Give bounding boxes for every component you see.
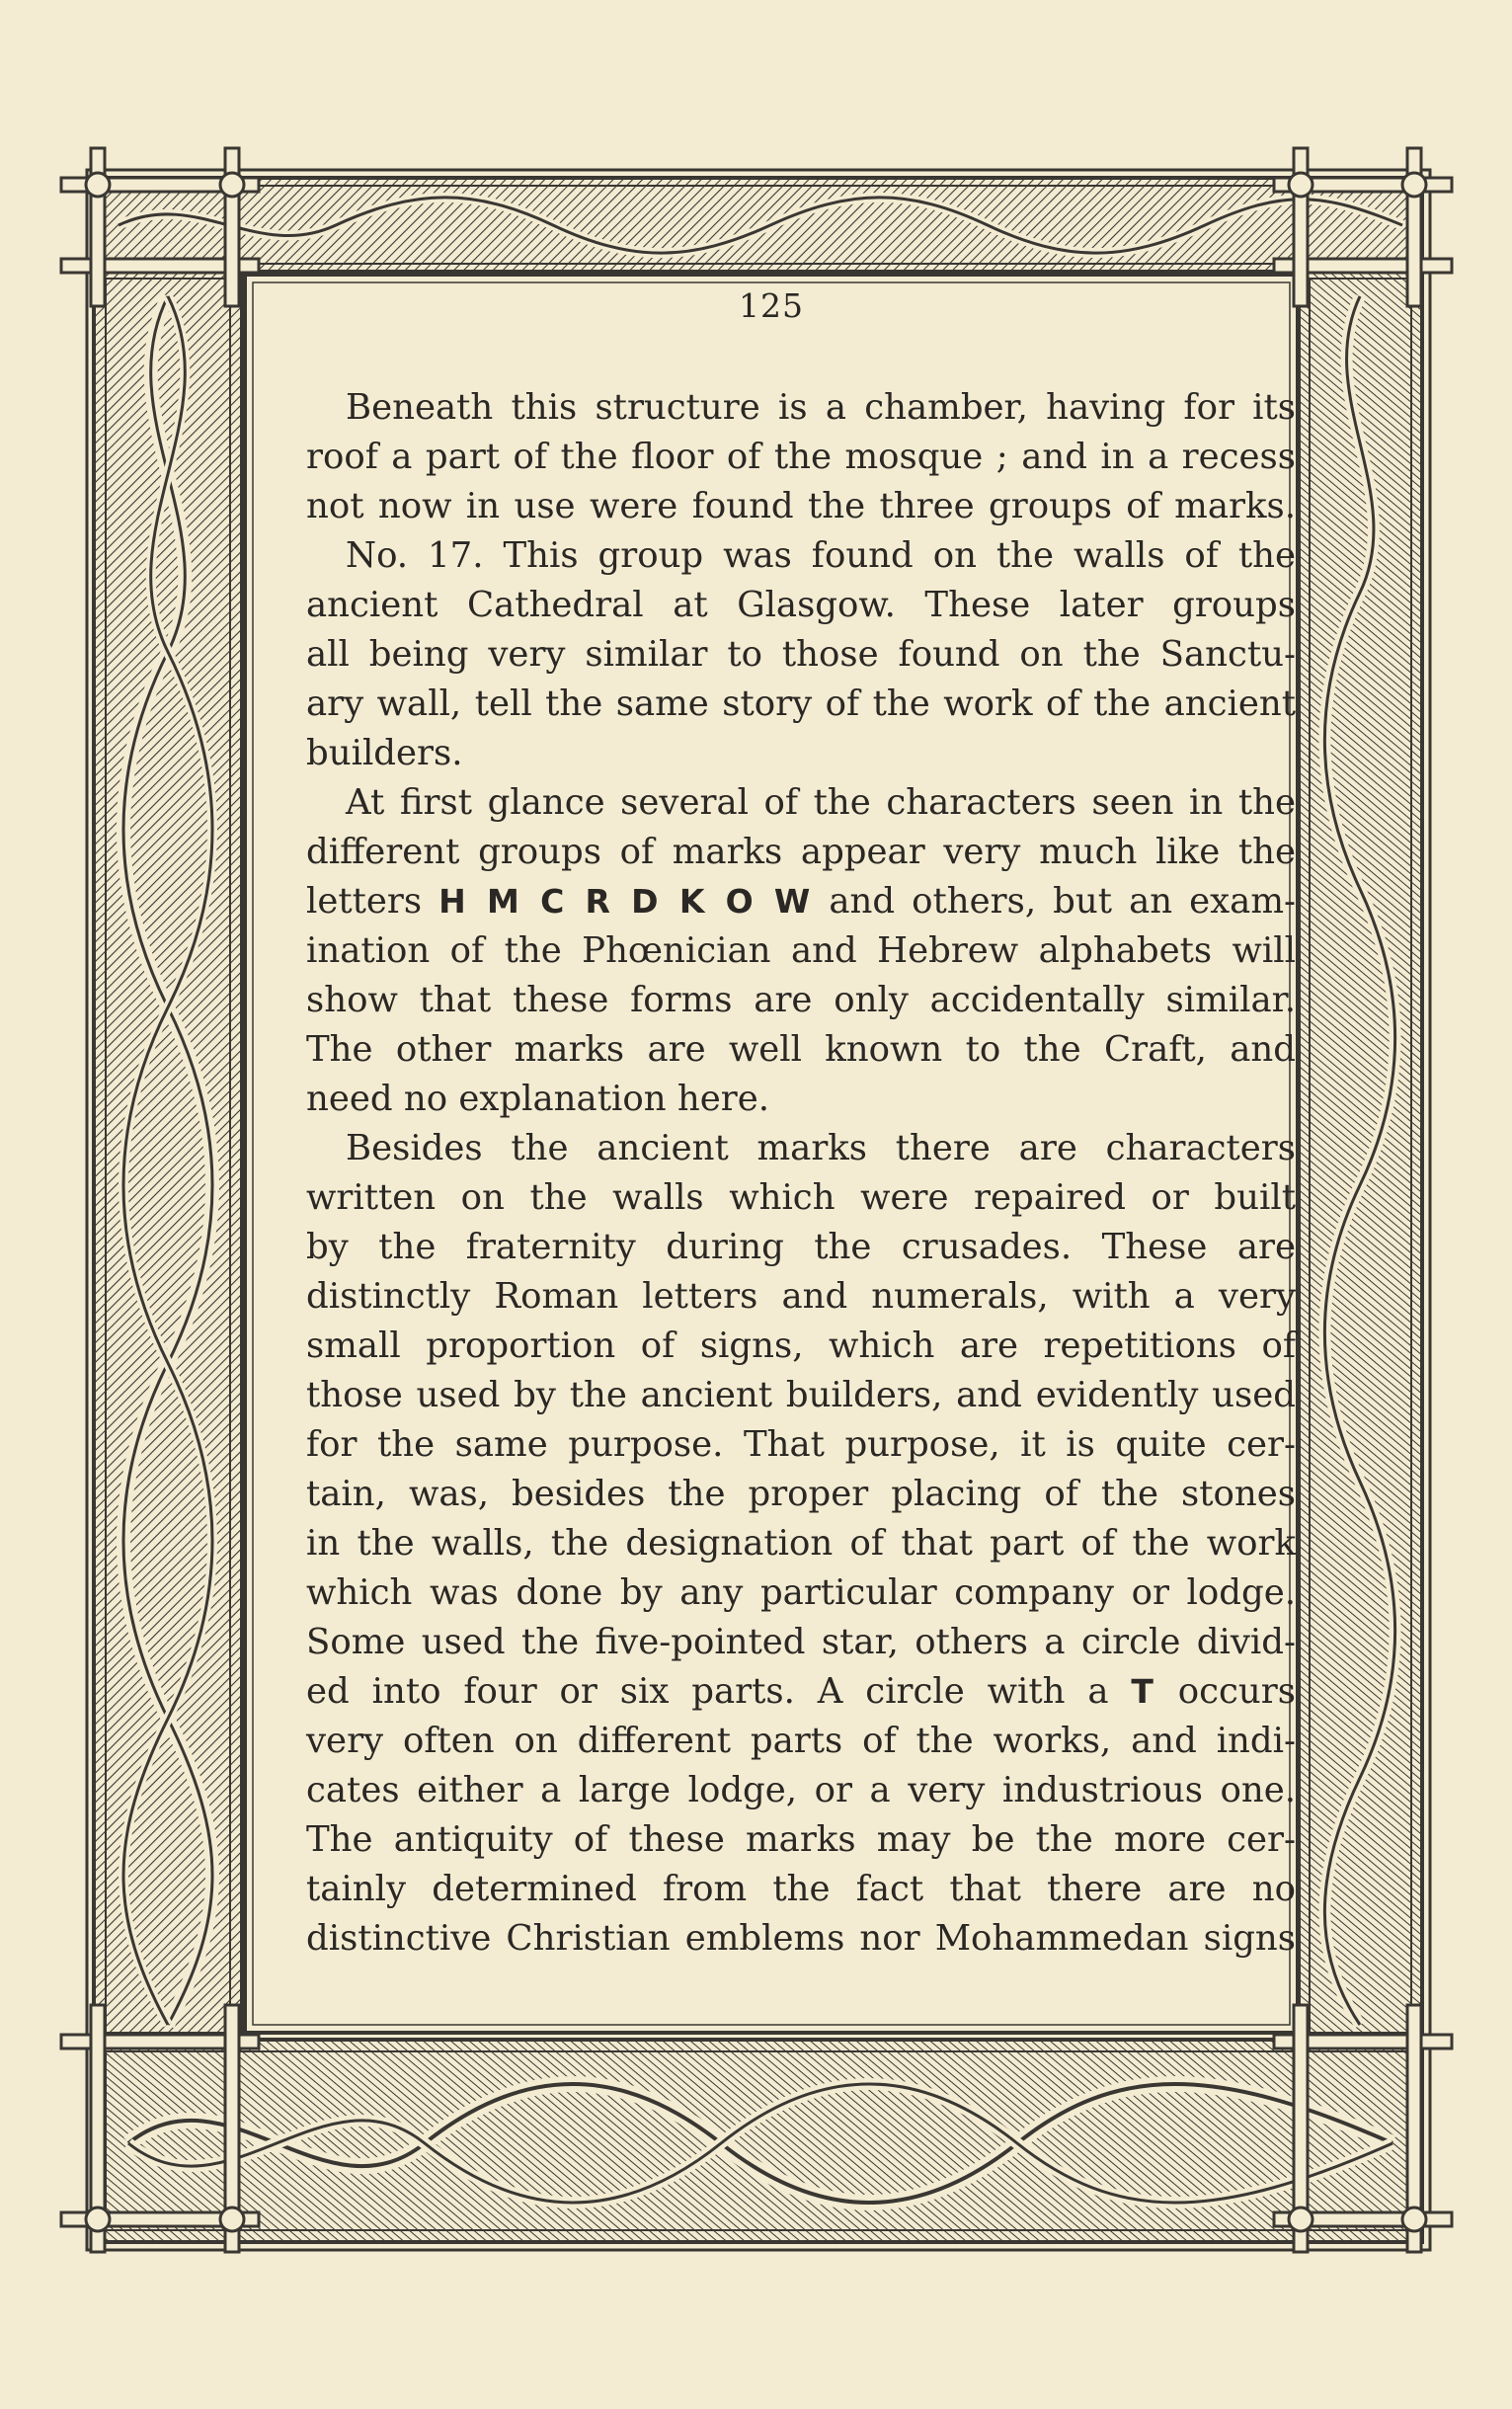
t-line-before: ed into four or six parts. A circle with a: [306, 1671, 1109, 1712]
right-border-column: [1299, 267, 1422, 2045]
text-line: different groups of marks appear very much like the: [306, 832, 1296, 872]
text-line: distinctly Roman letters and numerals, with a very: [306, 1276, 1296, 1317]
text-line: ancient Cathedral at Glasgow. These later groups: [306, 585, 1296, 625]
text-line: tain, was, besides the proper placing of the stones: [306, 1474, 1296, 1514]
left-border-column: [94, 267, 242, 2045]
text-line: At first glance several of the characters seen in the: [346, 782, 1296, 823]
text-line: show that these forms are only accidentally similar.: [306, 980, 1296, 1020]
text-line: which was done by any particular company or lodge.: [306, 1572, 1296, 1613]
text-line: in the walls, the designation of that part of the work: [306, 1523, 1296, 1564]
text-line: written on the walls which were repaired or built: [306, 1177, 1296, 1218]
text-line: tainly determined from the fact that there are no: [306, 1869, 1296, 1909]
text-line: small proportion of signs, which are repetitions of: [306, 1325, 1296, 1366]
text-line: The other marks are well known to the Craft, and: [306, 1029, 1296, 1070]
text-line: need no explanation here.: [306, 1079, 769, 1119]
bottom-border-band: [94, 2040, 1422, 2242]
text-line: The antiquity of these marks may be the more cer-: [306, 1819, 1296, 1860]
text-line: very often on different parts of the works, and indi-: [306, 1721, 1296, 1761]
text-line: for the same purpose. That purpose, it is quite cer-: [306, 1424, 1296, 1465]
text-line: roof a part of the floor of the mosque ; and in a recess: [306, 437, 1296, 477]
text-line: Some used the five-pointed star, others a circle divid-: [306, 1622, 1296, 1662]
letters-line-after: and others, but an exam-: [829, 881, 1296, 922]
letters-line: [306, 877, 1296, 926]
text-line: those used by the ancient builders, and evidently used: [306, 1375, 1296, 1415]
text-line: Beneath this structure is a chamber, having for its: [346, 387, 1296, 428]
text-line: cates either a large lodge, or a very industrious one.: [306, 1770, 1296, 1810]
page-number: 125: [739, 286, 804, 325]
text-line: No. 17. This group was found on the walls of the: [346, 535, 1296, 576]
text-line: ination of the Phœnician and Hebrew alphabets will: [306, 930, 1296, 971]
text-line: all being very similar to those found on the Sanctu-: [306, 634, 1296, 675]
text-line: distinctive Christian emblems nor Mohammedan signs: [306, 1918, 1296, 1959]
top-border-band: [94, 178, 1422, 272]
t-letter: T: [1131, 1672, 1155, 1711]
text-line: ary wall, tell the same story of the work of the ancient: [306, 683, 1296, 724]
text-line: by the fraternity during the crusades. These are: [306, 1227, 1296, 1267]
text-line: not now in use were found the three groups of marks.: [306, 486, 1296, 526]
letters-line-before: letters: [306, 881, 423, 922]
text-line: builders.: [306, 733, 463, 773]
text-line: Besides the ancient marks there are characters: [346, 1128, 1296, 1168]
t-line: [306, 1667, 1296, 1717]
letters-sample: H M C R D K O W: [438, 882, 813, 921]
text-panel: [247, 277, 1296, 2030]
t-line-after: occurs: [1177, 1671, 1296, 1712]
